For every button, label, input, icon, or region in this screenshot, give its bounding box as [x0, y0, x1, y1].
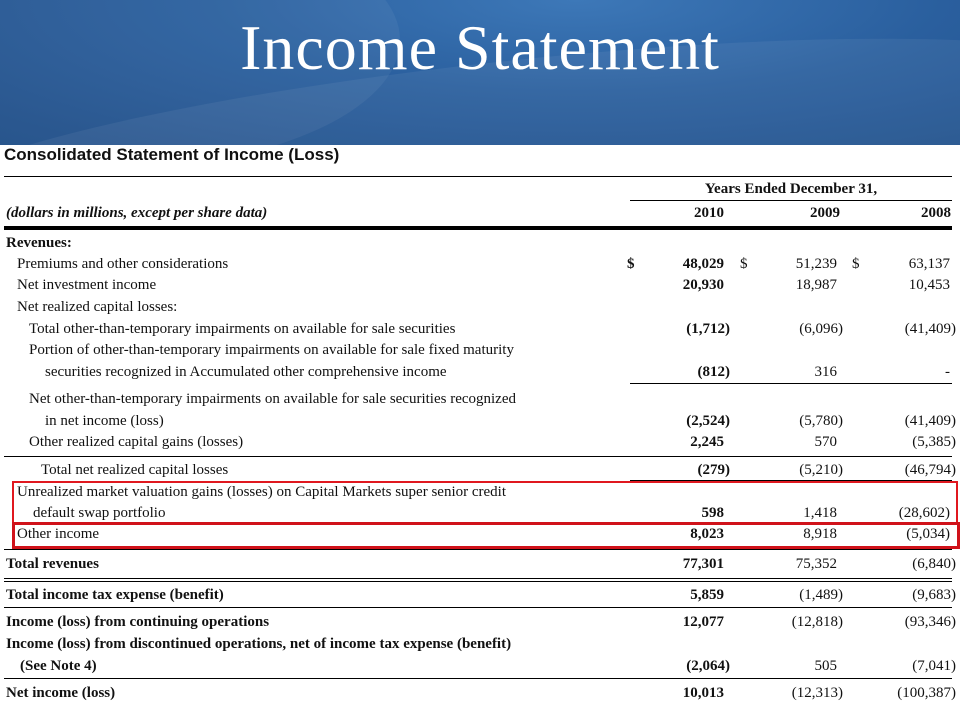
discontinued-2008: (7,041) — [912, 658, 956, 674]
total-otti-2008: (41,409) — [904, 321, 956, 337]
net-otti-label-1: Net other-than-temporary impairments on available for sale securities recognized — [29, 391, 517, 407]
discontinued-label-2: (See Note 4) — [20, 658, 97, 674]
net-otti-2010: (2,524) — [686, 413, 730, 429]
premiums-2010: 48,029 — [682, 256, 724, 272]
portion-otti-label-1: Portion of other-than-temporary impairments on available for sale fixed maturity — [29, 342, 514, 358]
continuing-2010: 12,077 — [682, 614, 724, 630]
unrealized-label-1: Unrealized market valuation gains (losses) on Capital Markets super senior credit — [17, 484, 507, 500]
dollar-sign: $ — [627, 256, 635, 272]
rule — [4, 581, 952, 582]
income-tax-label: Total income tax expense (benefit) — [6, 587, 224, 603]
rule — [4, 176, 952, 177]
discontinued-2010: (2,064) — [686, 658, 730, 674]
net-otti-2009: (5,780) — [799, 413, 843, 429]
income-tax-2008: (9,683) — [912, 587, 956, 603]
rule — [630, 200, 952, 201]
unrealized-label-2: default swap portfolio — [33, 505, 166, 521]
other-income-2008: (5,034) — [906, 526, 950, 542]
dollar-sign: $ — [740, 256, 748, 272]
realized-header: Net realized capital losses: — [17, 299, 178, 315]
years-header: Years Ended December 31, — [704, 181, 878, 197]
income-statement-document — [0, 145, 960, 720]
net-investment-2009: 18,987 — [795, 277, 837, 293]
premiums-2008: 63,137 — [908, 256, 950, 272]
rule — [4, 549, 952, 550]
year-2009: 2009 — [810, 205, 840, 221]
total-otti-2009: (6,096) — [799, 321, 843, 337]
rule — [4, 578, 952, 579]
revenues-header: Revenues: — [6, 235, 72, 251]
net-income-label: Net income (loss) — [6, 685, 116, 701]
total-realized-2010: (279) — [697, 462, 730, 478]
year-2008: 2008 — [921, 205, 951, 221]
discontinued-2009: 505 — [814, 658, 837, 674]
other-realized-2008: (5,385) — [912, 434, 956, 450]
income-tax-2009: (1,489) — [799, 587, 843, 603]
unrealized-2009: 1,418 — [803, 505, 837, 521]
total-otti-label: Total other-than-temporary impairments on available for sale securities — [29, 321, 456, 337]
title-banner — [0, 0, 960, 145]
premiums-label: Premiums and other considerations — [17, 256, 229, 272]
other-income-label: Other income — [17, 526, 100, 542]
year-2010: 2010 — [694, 205, 724, 221]
continuing-2009: (12,818) — [791, 614, 843, 630]
other-income-2009: 8,918 — [803, 526, 837, 542]
net-income-2009: (12,313) — [791, 685, 843, 701]
other-realized-2009: 570 — [814, 434, 837, 450]
income-tax-2010: 5,859 — [690, 587, 724, 603]
unrealized-2008: (28,602) — [898, 505, 950, 521]
total-realized-label: Total net realized capital losses — [41, 462, 229, 478]
other-realized-2010: 2,245 — [690, 434, 724, 450]
rule-thick — [4, 226, 952, 230]
net-otti-2008: (41,409) — [904, 413, 956, 429]
rule — [630, 383, 952, 384]
slide-title: Income Statement — [240, 12, 720, 83]
units-label: (dollars in millions, except per share data) — [6, 205, 268, 221]
unrealized-2010: 598 — [701, 505, 724, 521]
other-income-2010: 8,023 — [690, 526, 724, 542]
total-revenues-2010: 77,301 — [682, 556, 724, 572]
total-revenues-2008: (6,840) — [912, 556, 956, 572]
total-realized-2008: (46,794) — [904, 462, 956, 478]
rule — [4, 456, 952, 457]
net-investment-2010: 20,930 — [682, 277, 724, 293]
total-revenues-2009: 75,352 — [795, 556, 837, 572]
statement-title: Consolidated Statement of Income (Loss) — [4, 145, 340, 164]
total-otti-2010: (1,712) — [686, 321, 730, 337]
discontinued-label-1: Income (loss) from discontinued operations, net of income tax expense (benefit) — [6, 636, 512, 652]
portion-otti-2009: 316 — [814, 364, 837, 380]
rule — [4, 678, 952, 679]
continuing-2008: (93,346) — [904, 614, 956, 630]
continuing-label: Income (loss) from continuing operations — [6, 614, 270, 630]
rule — [4, 607, 952, 608]
other-realized-label: Other realized capital gains (losses) — [29, 434, 244, 450]
net-otti-label-2: in net income (loss) — [45, 413, 164, 429]
total-revenues-label: Total revenues — [6, 556, 99, 572]
portion-otti-label-2: securities recognized in Accumulated other comprehensive income — [45, 364, 447, 380]
portion-otti-2008: - — [945, 364, 950, 380]
net-investment-2008: 10,453 — [908, 277, 950, 293]
dollar-sign: $ — [852, 256, 860, 272]
premiums-2009: 51,239 — [795, 256, 837, 272]
net-income-2008: (100,387) — [897, 685, 956, 701]
net-income-2010: 10,013 — [682, 685, 724, 701]
portion-otti-2010: (812) — [697, 364, 730, 380]
total-realized-2009: (5,210) — [799, 462, 843, 478]
net-investment-label: Net investment income — [17, 277, 157, 293]
